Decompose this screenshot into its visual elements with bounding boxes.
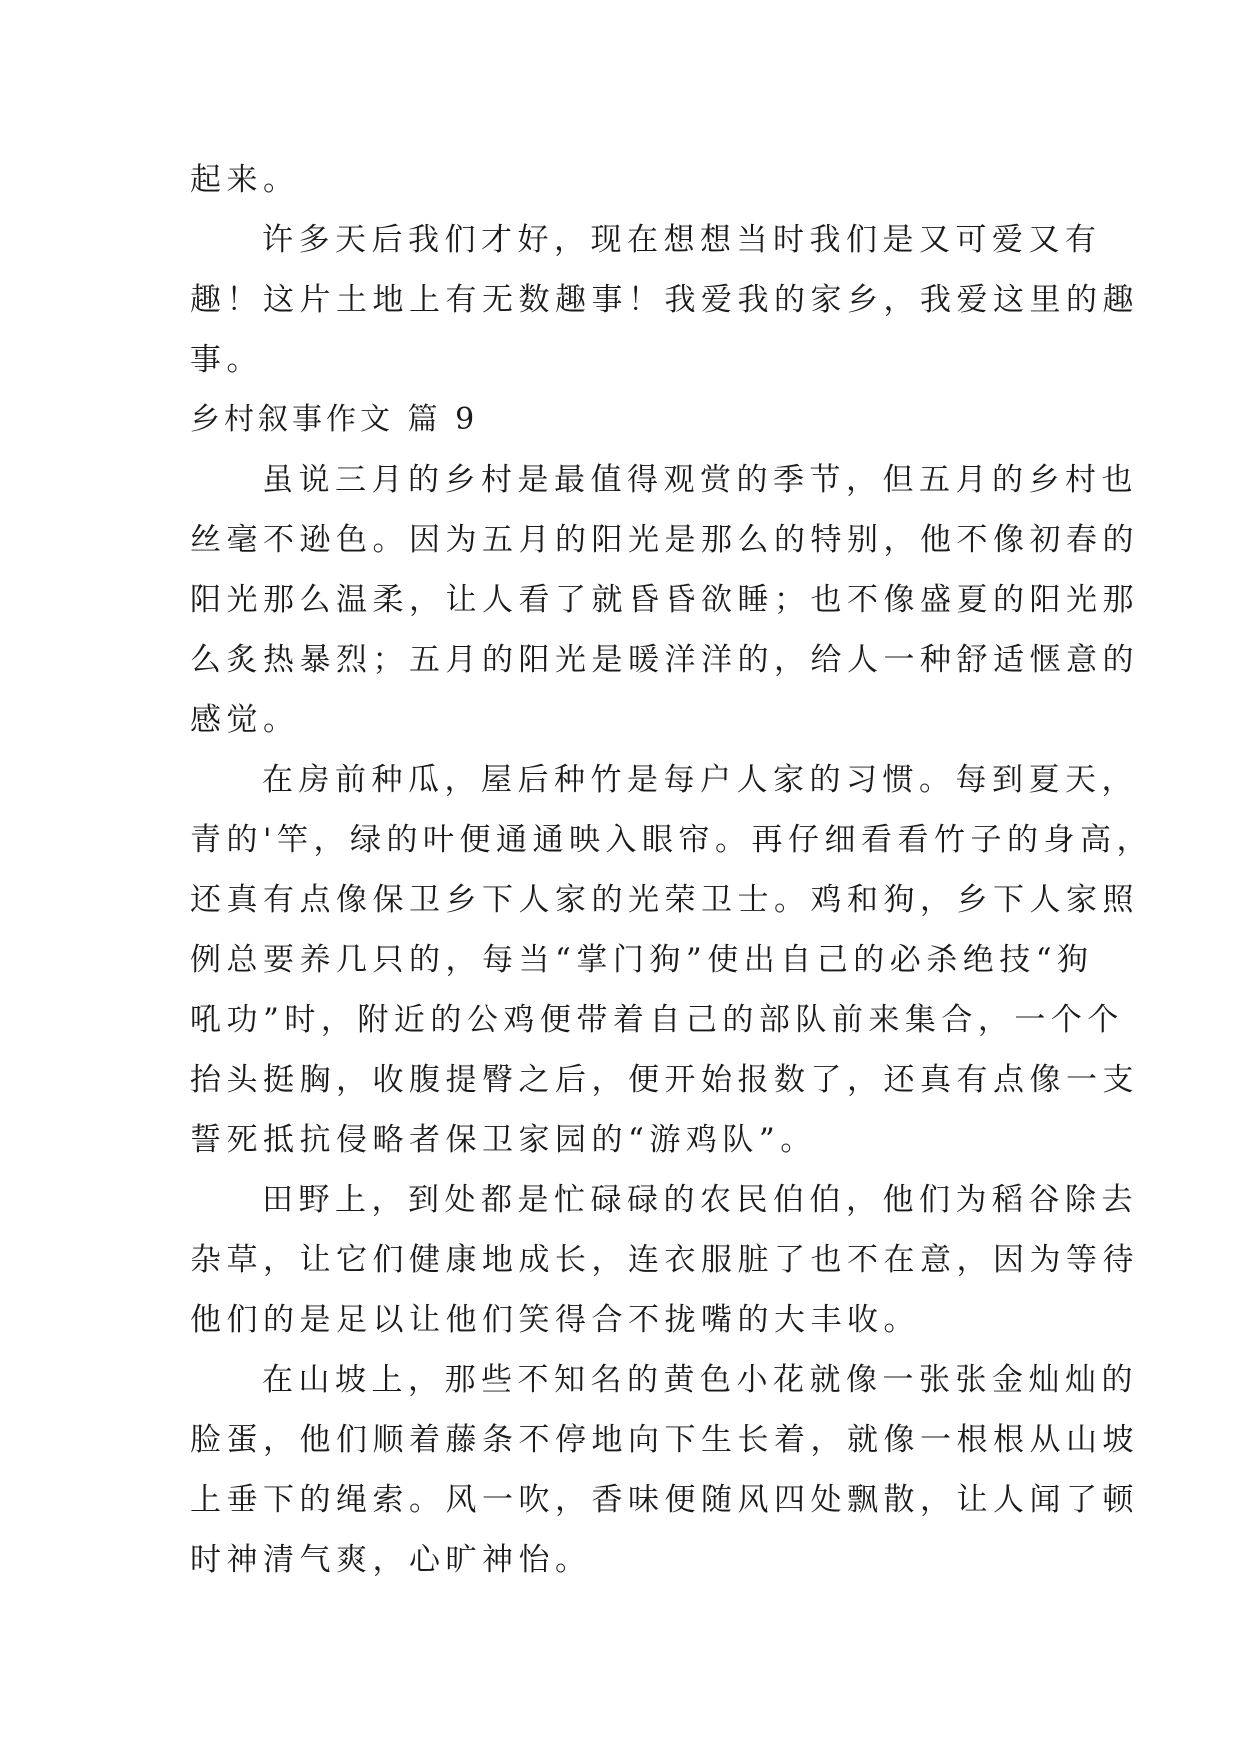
text-line: 时神清气爽，心旷神怡。 — [190, 1542, 592, 1578]
text-line: 在房前种瓜，屋后种竹是每户人家的习惯。每到夏天， — [262, 762, 1138, 798]
text-line: 田野上，到处都是忙碌碌的农民伯伯，他们为稻谷除去 — [262, 1182, 1138, 1218]
text-line: 在山坡上，那些不知名的黄色小花就像一张张金灿灿的 — [262, 1362, 1138, 1398]
text-line: 吼功”时，附近的公鸡便带着自己的部队前来集合，一个个 — [190, 1002, 1124, 1038]
text-line: 虽说三月的乡村是最值得观赏的季节，但五月的乡村也 — [262, 462, 1138, 498]
text-line: 脸蛋，他们顺着藤条不停地向下生长着，就像一根根从山坡 — [190, 1422, 1139, 1458]
text-line: 许多天后我们才好，现在想想当时我们是又可爱又有 — [262, 222, 1102, 258]
text-line: 他们的是足以让他们笑得合不拢嘴的大丰收。 — [190, 1302, 920, 1338]
text-line: 杂草，让它们健康地成长，连衣服脏了也不在意，因为等待 — [190, 1242, 1139, 1278]
text-line: 事。 — [190, 342, 263, 378]
text-line: 抬头挺胸，收腹提臀之后，便开始报数了，还真有点像一支 — [190, 1062, 1139, 1098]
text-line: 还真有点像保卫乡下人家的光荣卫士。鸡和狗，乡下人家照 — [190, 882, 1139, 918]
text-line: 阳光那么温柔，让人看了就昏昏欲睡；也不像盛夏的阳光那 — [190, 582, 1139, 618]
text-line: 例总要养几只的，每当“掌门狗”使出自己的必杀绝技“狗 — [190, 942, 1094, 978]
document-page — [190, 150, 1154, 1590]
text-line: 趣！这片土地上有无数趣事！我爱我的家乡，我爱这里的趣 — [190, 282, 1139, 318]
text-line: 么炙热暴烈；五月的阳光是暖洋洋的，给人一种舒适惬意的 — [190, 642, 1139, 678]
text-line: 上垂下的绳索。风一吹，香味便随风四处飘散，让人闻了顿 — [190, 1482, 1139, 1518]
text-line: 感觉。 — [190, 702, 300, 738]
section-title: 乡村叙事作文 篇 9 — [190, 402, 479, 437]
text-line: 誓死抵抗侵略者保卫家园的“游鸡队”。 — [190, 1122, 817, 1158]
text-line: 青的'竿，绿的叶便通通映入眼帘。再仔细看看竹子的身高， — [190, 822, 1154, 858]
text-line: 起来。 — [190, 162, 300, 198]
text-line: 丝毫不逊色。因为五月的阳光是那么的特别，他不像初春的 — [190, 522, 1139, 558]
